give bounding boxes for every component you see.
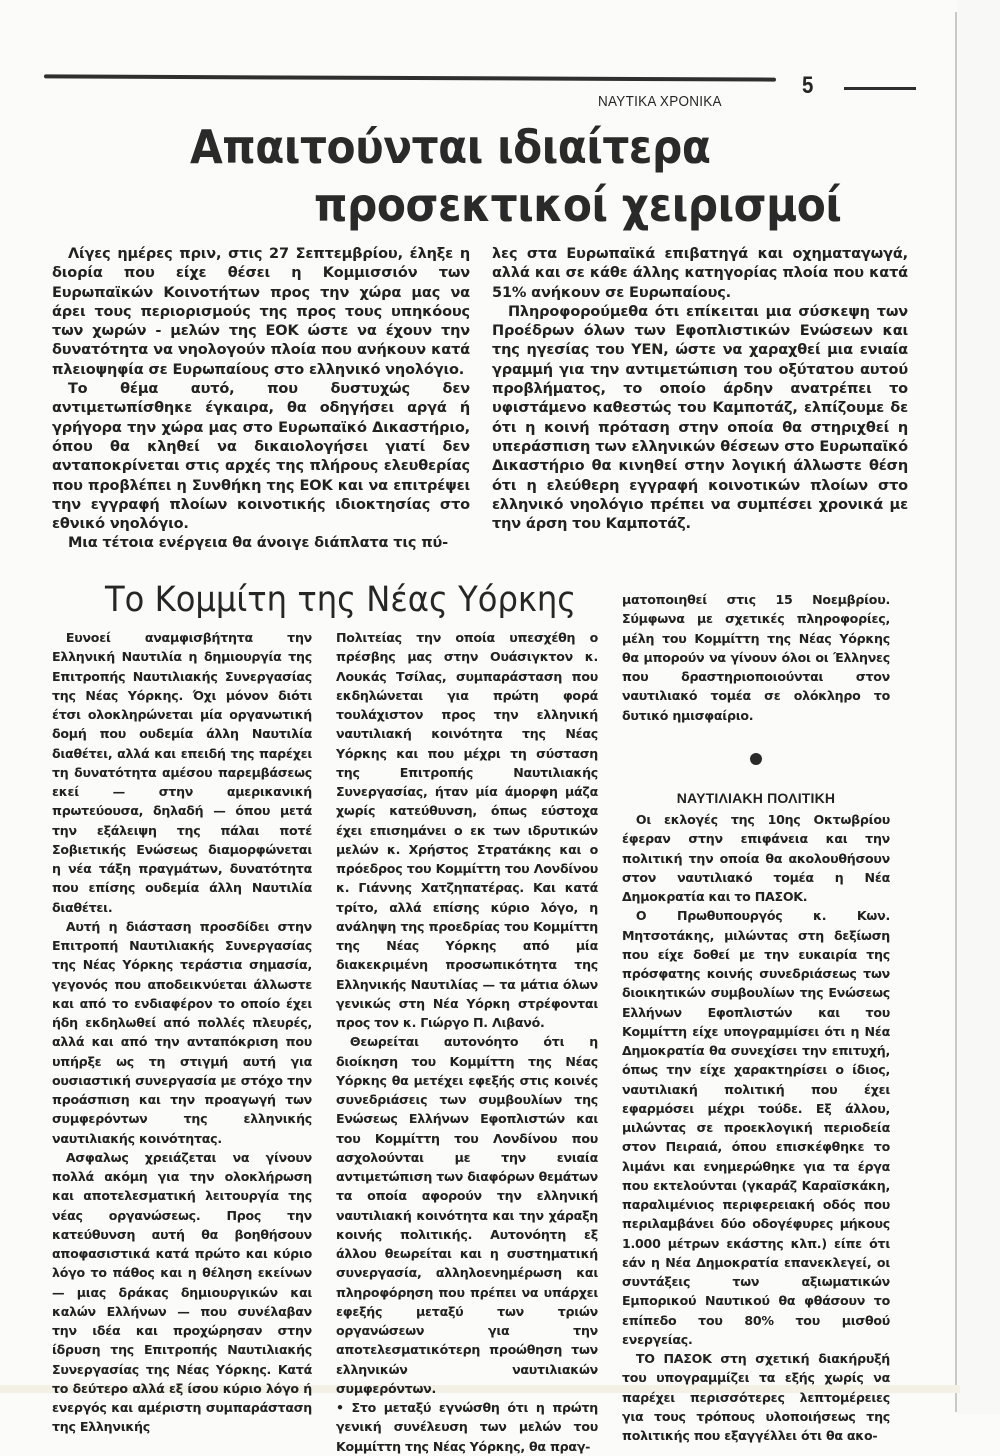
article1-paragraph: Πληροφορούμεθα ότι επίκειται μια σύσκεψη των Προέδρων όλων των Εφοπλιστικών Ενώσεων και της ηγεσίας του ΥΕΝ, ώστε να χαραχθεί μια ενιαία γραμμή για την αντιμετώπιση του οξύτατου αυτού προβλήματος, το οποίο άρδην ανατρέπει το υφιστάμενο καθεστώς του Καμποτάζ, ελπίζουμε δε ότι η κοινή πρόταση στην οποία θα στηριχθεί η υπεράσπιση των ελληνικών θέσεων στο Ευρωπαϊκό Δικαστήριο θα κινηθεί στην λογική άλλωστε θέση ότι η ελεύθερη εγγραφή κοινοτικών πλοίων στο ελληνικό νηολόγιο πρέπει να συμπέσει χρονικά με την άρση του Καμποτάζ. <box>492 303 908 533</box>
article2-column-3 <box>622 590 890 1445</box>
header-rule-right <box>844 87 916 90</box>
article1-paragraph: Μια τέτοια ενέργεια θα άνοιγε διάπλατα τις πύ- <box>67 535 449 552</box>
article1-headline-line2: προσεκτικοί χειρισμοί <box>314 178 842 232</box>
article1-paragraph: Το θέμα αυτό, που δυστυχώς δεν αντιμετωπίσθηκε έγκαιρα, θα οδηγήσει αργά ή γρήγορα την χώρα μας στο Ευρωπαϊκό Δικαστήριο, όπου θα κληθεί να δικαιολογήσει γιατί δεν ανταποκρίνεται στις αρχές της πλήρους ελευθερίας που προβλέπει η Συνθήκη της ΕΟΚ και να επιτρέψει την εγγραφή πλοίων κοινοτικής ιδιοκτησίας στο εθνικό νηολόγιο. <box>52 381 470 533</box>
article1-column-2 <box>492 245 908 534</box>
article2-paragraph: Αυτή η διάσταση προσδίδει στην Επιτροπή Ναυτιλιακής Συνεργασίας της Νέας Υόρκης τεράστια σημασία, γεγονός που αποδεικνύεται άλλωστε και από το ενδιαφέρον το οποίο έχει ήδη εκδηλωθεί από πολλές πλευρές, αλλά και από την ανταπόκριση που υπήρξε ως τη στιγμή αυτή για ουσιαστική συνεργασία με στόχο την προάσπιση και την προαγωγή των συμφερόντων της ελληνικής ναυτιλιακής κοινότητας. <box>52 918 312 1146</box>
article2-column-2 <box>336 628 598 1456</box>
article1-column-1 <box>52 245 470 554</box>
article2-headline: Το Κομμίτη της Νέας Υόρκης <box>105 580 577 620</box>
article1-paragraph: λες στα Ευρωπαϊκά επιβατηγά και οχηματαγωγά, αλλά και σε κάθε άλλης κατηγορίας πλοία που κατά 51% ανήκουν σε Ευρωπαίους. <box>492 246 908 301</box>
page-number: 5 <box>802 72 814 99</box>
article3-paragraph: ΤΟ ΠΑΣΟΚ στη σχετική διακήρυξή του υπογραμμίζει τα εξής χωρίς να παρέχει περισσότερες λεπτομέρειες για τους τρόπους υλοποιήσεως της πολιτικής που εξαγγέλλει ότι θα ακο- <box>622 1351 890 1443</box>
page-edge-line <box>955 12 957 1412</box>
publication-running-head: ΝΑΥΤΙΚΑ ΧΡΟΝΙΚΑ <box>598 93 722 110</box>
article2-paragraph: Θεωρείται αυτονόητο ότι η διοίκηση του Κομμίττη της Νέας Υόρκης θα μετέχει εφεξής στις κοινές συνεδριάσεις των συμβουλίων της Ενώσεως Ελλήνων Εφοπλιστών και του Κομμίττη του Λονδίνου που ασχολούνται με την ενιαία αντιμετώπιση των διαφόρων θεμάτων τα οποία αφορούν την ελληνική ναυτιλιακή κοινότητα και την χάραξη κοινής πολιτικής. Αυτονόητη εξ άλλου θεωρείται και η συστηματική συνεργασία, αλληλοενημέρωση και πληροφόρηση που πρέπει να υπάρχει εφεξής μεταξύ των τριών οργανώσεων για την αποτελεσματικότερη προώθηση των ελληνικών ναυτιλιακών συμφερόντων. <box>336 1034 598 1396</box>
scan-margin <box>957 0 1000 1414</box>
article3-paragraph: Ο Πρωθυπουργός κ. Κων. Μητσοτάκης, μιλώντας στη δεξίωση που είχε δοθεί με την ευκαιρία της πρόσφατης κοινής συνεδριάσεως των διοικητικών συμβουλίων της Ενώσεως Ελλήνων Εφοπλιστών και του Κομμίττη είχε υπογραμμίσει ότι η Νέα Δημοκρατία θα συνεχίσει την επιτυχή, όπως την είχε χαρακτηρίσει ο ίδιος, ναυτιλιακή πολιτική που έχει εφαρμόσει μέχρι τούδε. Εξ άλλου, μιλώντας σε προεκλογική περιοδεία στον Πειραιά, όπου επισκέφθηκε το λιμάνι και ενημερώθηκε για τα έργα που εκτελούνται (γκαράζ Καραϊσκάκη, παραλιμένιος περιφερειακή οδός που περιλαμβάνει δύο οδογέφυρες μήκους 1.000 μέτρων εκάστης κλπ.) είπε ότι εάν η Νέα Δημοκρατία επανεκλεγεί, οι συντάξεις των αξιωματικών Εμπορικού Ναυτικού θα φθάσουν το επίπεδο του 80% του μισθού ενεργείας. <box>622 908 890 1347</box>
article2-column-1 <box>52 628 312 1437</box>
article3-paragraph: Οι εκλογές της 10ης Οκτωβρίου έφεραν στην επιφάνεια και την πολιτική την οποία θα ακολουθήσουν στον ναυτιλιακό τομέα η Νέα Δημοκρατία και το ΠΑΣΟΚ. <box>622 812 890 904</box>
article1-headline-line1: Απαιτούνται ιδιαίτερα <box>190 120 711 174</box>
article1-paragraph: Λίγες ημέρες πριν, στις 27 Σεπτεμβρίου, έληξε η διορία που είχε θέσει η Κομμισσιόν των Ευρωπαϊκών Κοινοτήτων προς την χώρα μας να άρει τους περιορισμούς της προς τους υπηκόους των χωρών - μελών της ΕΟΚ ώστε να έχουν την δυνατότητα να νηολογούν πλοία που ανήκουν κατά πλειοψηφία σε Ευρωπαίους στο ελληνικό νηολόγιο. <box>52 246 470 378</box>
article2-paragraph: Ευνοεί αναμφισβήτητα την Ελληνική Ναυτιλία η δημιουργία της Επιτροπής Ναυτιλιακής Συνεργασίας της Νέας Υόρκης. Όχι μόνον διότι έτσι ολοκληρώνεται μία οργανωτική δομή που ουδεμία άλλη Ναυτιλία διαθέτει, αλλά και επειδή της παρέχει τη δυνατότητα αμέσου παρεμβάσεως εκεί — στην αμερικανική πρωτεύουσα, δηλαδή — όπου μετά την εξάλειψη της πάλαι ποτέ Σοβιετικής Ενώσεως διαμορφώνεται η νέα τάξη πραγμάτων, δυνατότητα που επίσης ουδεμία άλλη Ναυτιλία διαθέτει. <box>52 630 312 915</box>
section-separator-dot-icon <box>750 753 762 765</box>
article2-bullet-paragraph: • Στο μεταξύ εγνώσθη ότι η πρώτη γενική συνέλευση των μελών του Κομμίττη της Νέας Υόρκης, θα πραγ- <box>336 1400 598 1454</box>
header-rule-left <box>44 74 776 81</box>
article2-paragraph: Ασφαλως χρειάζεται να γίνουν πολλά ακόμη για την ολοκλήρωση και αποτελεσματική λειτουργία της νέας οργανώσεως. Προς την κατεύθυνση αυτή θα βοηθήσουν αποφασιστικά κατά πρώτο και κύριο λόγο το πάθος και η θέληση εκείνων — μιας δράκας δημιουργικών και καλών Ελλήνων — που συνέλαβαν την ιδέα και προχώρησαν στην ίδρυση της Επιτροπής Ναυτιλιακής Συνεργασίας της Νέας Υόρκης. Κατά το δεύτερο αλλά εξ ίσου κύριο λόγο ή ενεργός και αμέριστη συμπαράσταση της Ελληνικής <box>52 1149 312 1435</box>
article2-paragraph: ματοποιηθεί στις 15 Νοεμβρίου. Σύμφωνα με σχετικές πληροφορίες, μέλη του Κομμίττη της Νέας Υόρκης θα μπορούν να γίνουν όλοι οι Έλληνες που δραστηριοποιούνται στον ναυτιλιακό τομέα σε ολόκληρο το δυτικό ημισφαίριο. <box>622 592 890 723</box>
article2-paragraph: Πολιτείας την οποία υπεσχέθη ο πρέσβης μας στην Ουάσιγκτον κ. Λουκάς Τσίλας, συμπαράσταση που εκδηλώνεται για πρώτη φορά τουλάχιστον προς την ελληνική ναυτιλιακή κοινότητα της Νέας Υόρκης και που μέχρι τη σύσταση της Επιτροπής Ναυτιλιακής Συνεργασίας, ήταν μία άμορφη μάζα χωρίς κατεύθυνση, όπως εύστοχα έχει επισημάνει ο εκ των ιδρυτικών μελών κ. Χρήστος Στρατάκης και ο πρόεδρος του Κομμίττη του Λονδίνου κ. Γιάννης Χατζηπατέρας. Και κατά τρίτο, αλλά επίσης κύριο λόγο, η ανάληψη της προεδρίας του Κομμίττη της Νέας Υόρκης από μία διακεκριμένη προσωπικότητα της Ελληνικής Ναυτιλίας — τα μάτια όλων γενικώς στη Νέα Υόρκη στρέφονται προς τον κ. Γιώργο Π. Λιβανό. <box>336 630 598 1030</box>
article3-subheading: ΝΑΥΤΙΛΙΑΚΗ ΠΟΛΙΤΙΚΗ <box>676 789 836 806</box>
